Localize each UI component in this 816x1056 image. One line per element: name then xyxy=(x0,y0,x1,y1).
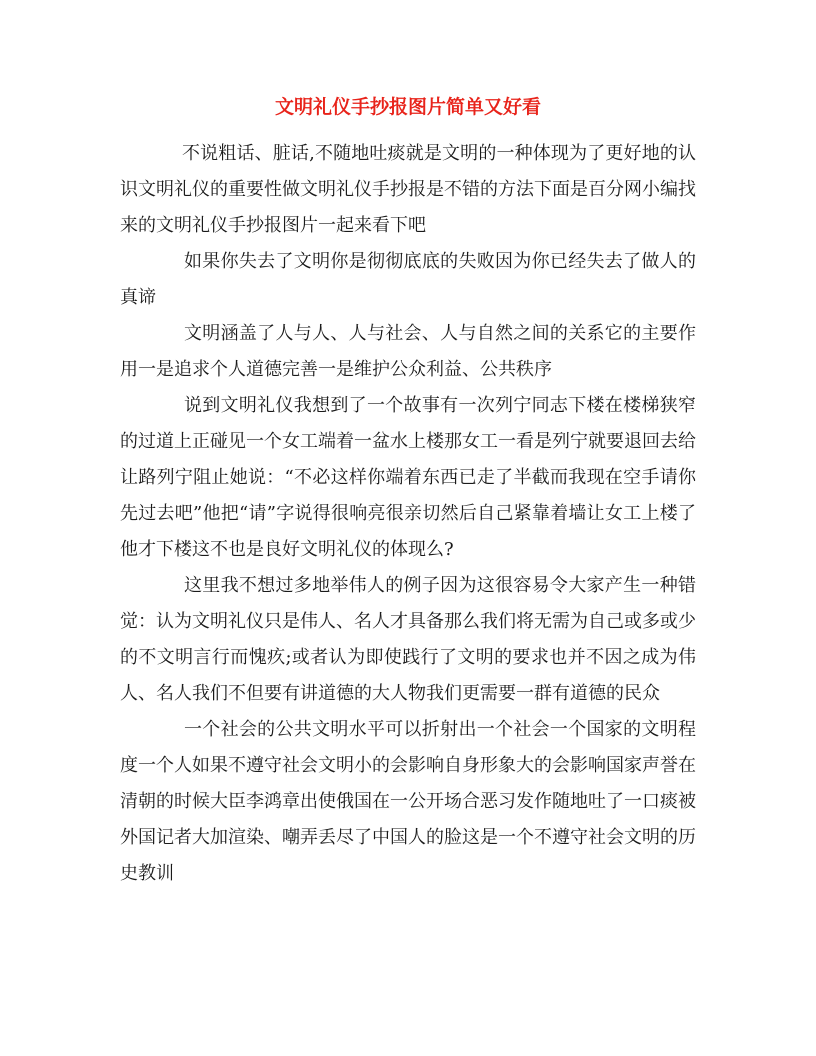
document-title: 文明礼仪手抄报图片简单又好看 xyxy=(274,96,541,118)
document-body xyxy=(120,136,696,892)
paragraph-3: 文明涵盖了人与人、人与社会、人与自然之间的关系它的主要作用一是追求个人道德完善一是维护公众利益、公共秩序 xyxy=(120,323,696,380)
paragraph-4: 说到文明礼仪我想到了一个故事有一次列宁同志下楼在楼梯狭窄的过道上正碰见一个女工端着一盆水上楼那女工一看是列宁就要退回去给让路列宁阻止她说：“不必这样你端着东西已走了半截而我现在空手请你先过去吧”他把“请”字说得很响亮很亲切然后自己紧靠着墙让女工上楼了他才下楼这不也是良好文明礼仪的体现么? xyxy=(120,395,696,560)
paragraph-5: 这里我不想过多地举伟人的例子因为这很容易令大家产生一种错觉：认为文明礼仪只是伟人、名人才具备那么我们将无需为自己或多或少的不文明言行而愧疚;或者认为即使践行了文明的要求也并不因之成为伟人、名人我们不但要有讲道德的大人物我们更需要一群有道德的民众 xyxy=(120,575,696,704)
paragraph-6: 一个社会的公共文明水平可以折射出一个社会一个国家的文明程度一个人如果不遵守社会文明小的会影响自身形象大的会影响国家声誉在清朝的时候大臣李鸿章出使俄国在一公开场合恶习发作随地吐了一口痰被外国记者大加渲染、嘲弄丢尽了中国人的脸这是一个不遵守社会文明的历史教训 xyxy=(120,719,696,884)
paragraph-2: 如果你失去了文明你是彻彻底底的失败因为你已经失去了做人的真谛 xyxy=(120,251,696,308)
paragraph-intro: 不说粗话、脏话,不随地吐痰就是文明的一种体现为了更好地的认识文明礼仪的重要性做文明礼仪手抄报是不错的方法下面是百分网小编找来的文明礼仪手抄报图片一起来看下吧 xyxy=(120,143,696,236)
